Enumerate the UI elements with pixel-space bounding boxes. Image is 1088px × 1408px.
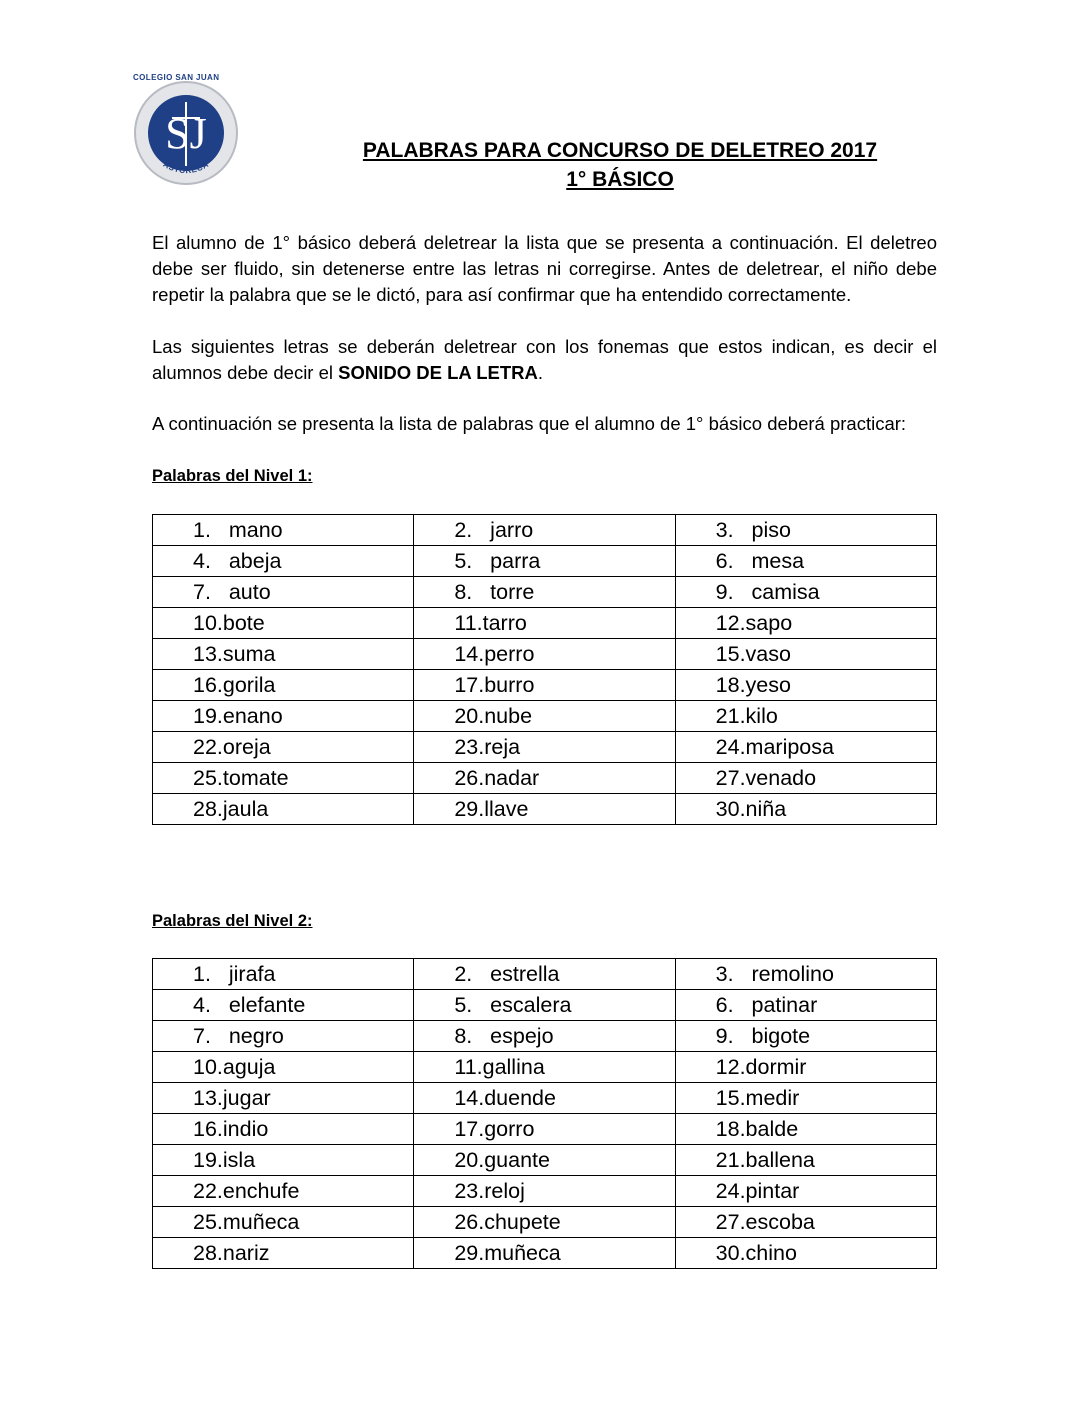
table-row xyxy=(153,1021,937,1052)
word-cell: 24.pintar xyxy=(675,1176,936,1207)
level-1-word-table xyxy=(152,514,937,825)
word-cell: 21.ballena xyxy=(675,1145,936,1176)
word-cell: 14.duende xyxy=(414,1083,675,1114)
table-row xyxy=(153,1083,937,1114)
word-cell: 4. elefante xyxy=(153,990,414,1021)
word-cell: 21.kilo xyxy=(675,701,936,732)
word-cell: 14.perro xyxy=(414,639,675,670)
word-cell: 13.jugar xyxy=(153,1083,414,1114)
word-cell: 22.enchufe xyxy=(153,1176,414,1207)
word-cell: 16.indio xyxy=(153,1114,414,1145)
word-cell: 29.llave xyxy=(414,794,675,825)
word-cell: 10.bote xyxy=(153,608,414,639)
word-cell: 3. remolino xyxy=(675,959,936,990)
level-2-word-table xyxy=(152,958,937,1269)
word-cell: 28.jaula xyxy=(153,794,414,825)
intro-paragraph-3: A continuación se presenta la lista de palabras que el alumno de 1° básico deberá practicar: xyxy=(152,413,907,434)
level-1-heading: Palabras del Nivel 1: xyxy=(152,467,313,485)
logo-bottom-text: ASTORECA xyxy=(161,159,211,176)
word-cell: 26.nadar xyxy=(414,763,675,794)
table-row xyxy=(153,515,937,546)
intro-paragraph-2: Las siguientes letras se deberán deletrear con los fonemas que estos indican, es decir el alumnos debe decir el SONIDO DE LA LETRA. xyxy=(152,336,937,383)
word-cell: 20.nube xyxy=(414,701,675,732)
table-row xyxy=(153,732,937,763)
word-cell: 30.niña xyxy=(675,794,936,825)
table-row xyxy=(153,1238,937,1269)
word-cell: 7. negro xyxy=(153,1021,414,1052)
word-cell: 26.chupete xyxy=(414,1207,675,1238)
word-cell: 6. mesa xyxy=(675,546,936,577)
word-cell: 7. auto xyxy=(153,577,414,608)
table-row xyxy=(153,608,937,639)
word-cell: 4. abeja xyxy=(153,546,414,577)
table-row xyxy=(153,959,937,990)
word-cell: 25.muñeca xyxy=(153,1207,414,1238)
word-cell: 30.chino xyxy=(675,1238,936,1269)
table-row xyxy=(153,763,937,794)
word-cell: 1. jirafa xyxy=(153,959,414,990)
word-cell: 1. mano xyxy=(153,515,414,546)
table-row xyxy=(153,1207,937,1238)
word-cell: 9. bigote xyxy=(675,1021,936,1052)
table-row xyxy=(153,577,937,608)
table-row xyxy=(153,990,937,1021)
word-cell: 23.reja xyxy=(414,732,675,763)
table-row xyxy=(153,1114,937,1145)
word-cell: 5. parra xyxy=(414,546,675,577)
logo-top-text: COLEGIO SAN JUAN xyxy=(133,73,220,82)
table-row xyxy=(153,1176,937,1207)
word-cell: 29.muñeca xyxy=(414,1238,675,1269)
word-cell: 22.oreja xyxy=(153,732,414,763)
word-cell: 20.guante xyxy=(414,1145,675,1176)
word-cell: 10.aguja xyxy=(153,1052,414,1083)
document-title: PALABRAS PARA CONCURSO DE DELETREO 2017 xyxy=(362,139,878,162)
word-cell: 15.vaso xyxy=(675,639,936,670)
table-row xyxy=(153,1145,937,1176)
word-cell: 24.mariposa xyxy=(675,732,936,763)
word-cell: 16.gorila xyxy=(153,670,414,701)
word-cell: 8. espejo xyxy=(414,1021,675,1052)
table-row xyxy=(153,670,937,701)
document-subtitle: 1° BÁSICO xyxy=(566,168,674,191)
table-row xyxy=(153,639,937,670)
word-cell: 17.burro xyxy=(414,670,675,701)
word-cell: 6. patinar xyxy=(675,990,936,1021)
word-cell: 18.yeso xyxy=(675,670,936,701)
logo-bottom-ring xyxy=(133,80,239,186)
word-cell: 2. estrella xyxy=(414,959,675,990)
word-cell: 12.dormir xyxy=(675,1052,936,1083)
word-cell: 15.medir xyxy=(675,1083,936,1114)
word-cell: 12.sapo xyxy=(675,608,936,639)
table-row xyxy=(153,1052,937,1083)
word-cell: 25.tomate xyxy=(153,763,414,794)
word-cell: 18.balde xyxy=(675,1114,936,1145)
table-row xyxy=(153,701,937,732)
word-cell: 11.tarro xyxy=(414,608,675,639)
word-cell: 27.escoba xyxy=(675,1207,936,1238)
level-2-heading: Palabras del Nivel 2: xyxy=(152,912,313,930)
word-cell: 28.nariz xyxy=(153,1238,414,1269)
word-cell: 13.suma xyxy=(153,639,414,670)
word-cell: 19.enano xyxy=(153,701,414,732)
svg-text:ASTORECA xyxy=(162,160,211,175)
word-cell: 3. piso xyxy=(675,515,936,546)
word-cell: 8. torre xyxy=(414,577,675,608)
table-row xyxy=(153,794,937,825)
word-cell: 17.gorro xyxy=(414,1114,675,1145)
emphasis-text: SONIDO DE LA LETRA xyxy=(338,362,538,383)
word-cell: 23.reloj xyxy=(414,1176,675,1207)
word-cell: 9. camisa xyxy=(675,577,936,608)
word-cell: 27.venado xyxy=(675,763,936,794)
word-cell: 11.gallina xyxy=(414,1052,675,1083)
intro-paragraph-1: El alumno de 1° básico deberá deletrear la lista que se presenta a continuación. El deletreo debe ser fluido, sin detenerse entre las letras ni corregirse. Antes de deletrear, el niño debe repetir la palabra que se le dictó, para así confirmar que ha entendido correctamente. xyxy=(152,232,937,305)
word-cell: 5. escalera xyxy=(414,990,675,1021)
table-row xyxy=(153,546,937,577)
logo-initials: SJ xyxy=(165,109,207,158)
word-cell: 2. jarro xyxy=(414,515,675,546)
word-cell: 19.isla xyxy=(153,1145,414,1176)
